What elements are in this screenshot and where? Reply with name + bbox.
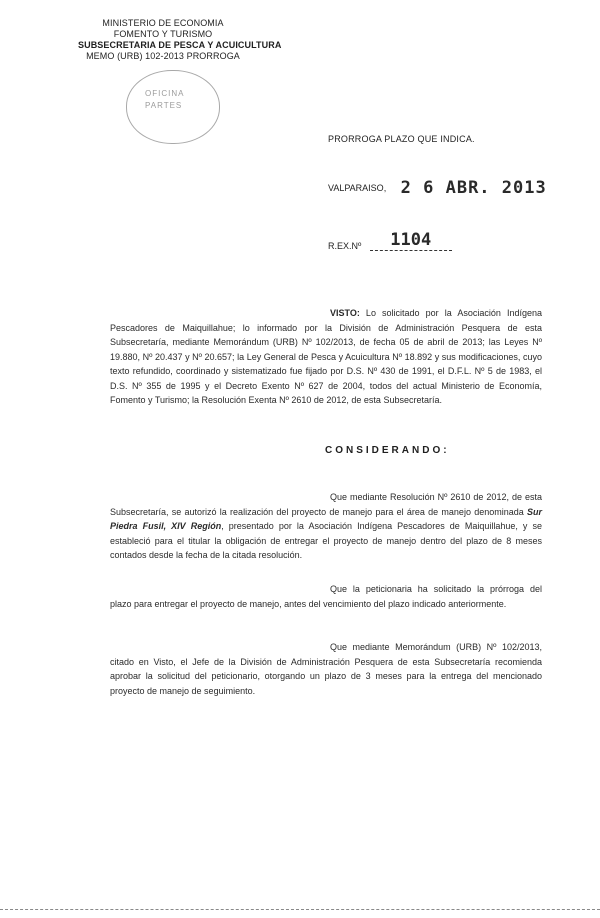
stamp-line-2: PARTES [145,101,183,110]
considerando-paragraph-3: Que mediante Memorándum (URB) Nº 102/2013, citado en Visto, el Jefe de la División de Administración Pesquera de esta Subsecretaría recomienda aprobar la solicitud del peticionario, otorgando un plazo de 3 meses para la entrega del mencionado proyecto de manejo de seguimiento. [110,642,542,696]
ministry-name: MINISTERIO DE ECONOMIA [102,18,224,28]
considerando-paragraph-1 [110,490,542,563]
c1-text-a: Que mediante Resolución Nº 2610 de 2012, de esta Subsecretaría, se autorizó la realización del proyecto de manejo para el área de manejo denominada [110,492,542,517]
ministry-subname: FOMENTO Y TURISMO [113,29,213,39]
visto-lead: VISTO: [330,308,360,318]
bottom-scan-edge [0,909,600,910]
resolution-number-line [328,230,452,251]
stamp-line-1: OFICINA [145,89,185,98]
considerando-paragraph-2: Que la peticionaria ha solicitado la prórroga del plazo para entregar el proyecto de manejo, antes del vencimiento del plazo indicado anteriormente. [110,584,542,609]
date-city: VALPARAISO, [328,183,387,193]
considerando-heading: CONSIDERANDO: [325,445,450,456]
office-stamp [126,70,220,144]
document-subject: PRORROGA PLAZO QUE INDICA. [328,134,475,144]
date-line [328,178,547,198]
visto-paragraph [110,306,542,408]
c1-area-name: Sur Piedra Fusil, XIV Región [110,506,542,531]
memo-reference: MEMO (URB) 102-2013 PRORROGA [86,51,240,61]
visto-text: Lo solicitado por la Asociación Indígena Pescadores de Maiquillahue; lo informado por la División de Administración Pesquera de esta Subsecretaría, mediante Memorándum (URB) Nº 102/2013, de fecha 05 de abril de 2013; las Leyes Nº 19.880, Nº 20.437 y Nº 20.657; la Ley General de Pesca y Acuicultura Nº 18.892 y sus modificaciones, cuyo texto refundido, coordinado y sistematizado fue fijado por D.S. Nº 430 de 1991, el D.F.L. Nº 5 de 1983, el D.S. Nº 355 de 1995 y el Decreto Exento Nº 627 de 2004, todos del actual Ministerio de Economía, Fomento y Turismo; la Resolución Exenta Nº 2610 de 2012, de esta Subsecretaría. [110,308,542,405]
resolution-label: R.EX.Nº [328,241,362,251]
subsecretaria-name: SUBSECRETARIA DE PESCA Y ACUICULTURA [78,40,282,50]
date-stamp: 2 6 ABR. 2013 [400,178,547,198]
c1-text-b: , presentado por la Asociación Indígena Pescadores de Maiquillahue, y se estableció para el titular la obligación de entregar el proyecto de manejo dentro del plazo de 8 meses contados desde la fecha de la citada resolución. [110,521,542,560]
letterhead [78,18,282,62]
resolution-number: 1104 [370,230,452,251]
